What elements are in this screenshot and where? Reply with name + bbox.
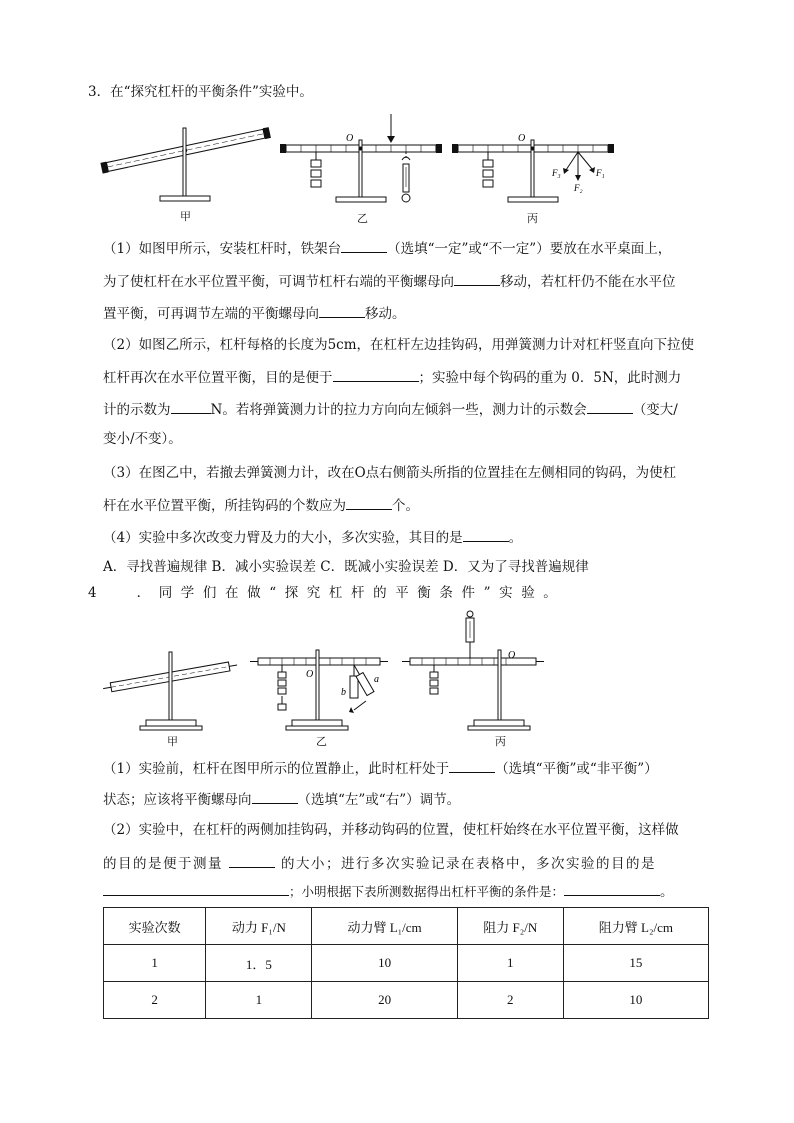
q3-bing-o-label: O: [518, 133, 526, 144]
answer-blank[interactable]: [587, 399, 633, 414]
q4-number: 4: [88, 585, 97, 601]
q3-p1-line1: （1）如图甲所示，安装杠杆时，铁架台 （选填“一定”或“不一定”）要放在水平桌面上，: [103, 238, 671, 258]
answer-blank[interactable]: [319, 303, 365, 318]
q3-yi-o-label: O: [346, 133, 354, 144]
q3-bing-f2-label: F₂: [574, 183, 583, 193]
answer-blank[interactable]: [346, 495, 392, 510]
answer-blank[interactable]: [171, 399, 211, 414]
table-cell: 2: [104, 982, 206, 1019]
q4-figure-yi: [250, 646, 390, 736]
table-header-cell: 阻力臂 L₂/cm: [563, 908, 708, 945]
q3-p2-line3: 计的示数为 N。若将弹簧测力计的拉力方向向左倾斜一些，测力计的示数会 （变大/: [103, 399, 678, 419]
q3-options: A．寻找普遍规律 B．减小实验误差 C．既减小实验误差 D．又为了寻找普遍规律: [103, 559, 589, 575]
answer-blank[interactable]: [103, 881, 289, 896]
q3-caption-jia: 甲: [180, 210, 191, 223]
q3-figure-jia: [100, 112, 270, 207]
table-header-cell: 阻力 F₂/N: [457, 908, 563, 945]
q3-figure-yi: [278, 112, 448, 207]
q3-p1-line3: 置平衡，可再调节左端的平衡螺母向 移动。: [103, 303, 406, 323]
q4-yi-a-label: a: [374, 674, 379, 685]
q4-yi-b-label: b: [341, 687, 346, 698]
q4-p2-line3: ；小明根据下表所测数据得出杠杆平衡的条件是： 。: [103, 881, 674, 901]
table-cell: 15: [563, 945, 708, 982]
answer-blank[interactable]: [341, 238, 387, 253]
q3-p4-line1: （4）实验中多次改变力臂及力的大小，多次实验，其目的是 。: [103, 527, 522, 547]
q3-title: 3．在“探究杠杆的平衡条件”实验中。: [88, 84, 313, 100]
table-header-cell: 实验次数: [104, 908, 206, 945]
q3-p3-line2: 杆在水平位置平衡，所挂钩码的个数应为 个。: [103, 495, 419, 515]
table-header-row: [104, 908, 709, 945]
table-header-cell: 动力臂 L₁/cm: [312, 908, 457, 945]
answer-blank[interactable]: [252, 789, 298, 804]
q3-p2-line4: 变小/不变）。: [103, 431, 182, 447]
q3-p1-line2: 为了使杠杆在水平位置平衡，可调节杠杆右端的平衡螺母向 移动，若杠杆仍不能在水平位: [103, 271, 676, 291]
q4-yi-o-label: O: [306, 669, 314, 680]
q3-caption-yi: 乙: [357, 212, 368, 225]
q4-figure-jia: [102, 646, 242, 736]
table-header-cell: 动力 F₁/N: [206, 908, 312, 945]
q4-caption-yi: 乙: [316, 735, 327, 748]
q3-caption-bing: 丙: [527, 212, 538, 225]
q4-data-table: [103, 907, 709, 1019]
q4-p1-line2: 状态；应该将平衡螺母向 （选填“左”或“右”）调节。: [103, 789, 460, 809]
table-cell: 1．5: [206, 945, 312, 982]
q4-figure-bing: [400, 608, 550, 738]
q3-bing-f3-label: F₃: [552, 168, 561, 178]
table-cell: 2: [457, 982, 563, 1019]
table-cell: 1: [206, 982, 312, 1019]
q4-bing-o-label: O: [508, 650, 516, 661]
answer-blank[interactable]: [333, 367, 419, 382]
q4-p2-line2: 的目的是便于测量 的大小；进行多次实验记录在表格中，多次实验的目的是: [103, 853, 656, 873]
q4-caption-jia: 甲: [167, 735, 178, 748]
q4-p2-line1: （2）实验中，在杠杆的两侧加挂钩码，并移动钩码的位置，使杠杆始终在水平位置平衡，这样做: [103, 822, 679, 838]
table-cell: 10: [563, 982, 708, 1019]
q3-bing-f1-label: F₁: [596, 168, 605, 178]
table-cell: 20: [312, 982, 457, 1019]
q3-number: 3．: [88, 84, 111, 100]
q3-p2-line2: 杠杆再次在水平位置平衡，目的是便于 ；实验中每个钩码的重为 0．5N，此时测力: [103, 367, 681, 387]
table-row: [104, 945, 709, 982]
q3-p2-line1: （2）如图乙所示，杠杆每格的长度为5cm，在杠杆左边挂钩码，用弹簧测力计对杠杆竖直向下拉使: [103, 337, 695, 353]
q3-figure-bing: [450, 112, 620, 207]
q4-caption-bing: 丙: [495, 735, 506, 748]
q4-p1-line1: （1）实验前，杠杆在图甲所示的位置静止，此时杠杆处于 （选填“平衡”或“非平衡”）: [103, 758, 658, 778]
q4-title: 4 ．同学们在做“探究杠杆的平衡条件”实验。: [88, 585, 566, 601]
q3-p3-line1: （3）在图乙中，若撤去弹簧测力计，改在O点右侧箭头所指的位置挂在左侧相同的钩码，为使杠: [103, 465, 677, 481]
table-row: [104, 982, 709, 1019]
answer-blank[interactable]: [454, 271, 500, 286]
answer-blank[interactable]: [229, 853, 275, 868]
table-cell: 1: [457, 945, 563, 982]
answer-blank[interactable]: [463, 527, 509, 542]
table-cell: 10: [312, 945, 457, 982]
answer-blank[interactable]: [449, 758, 495, 773]
table-cell: 1: [104, 945, 206, 982]
answer-blank[interactable]: [564, 881, 660, 896]
